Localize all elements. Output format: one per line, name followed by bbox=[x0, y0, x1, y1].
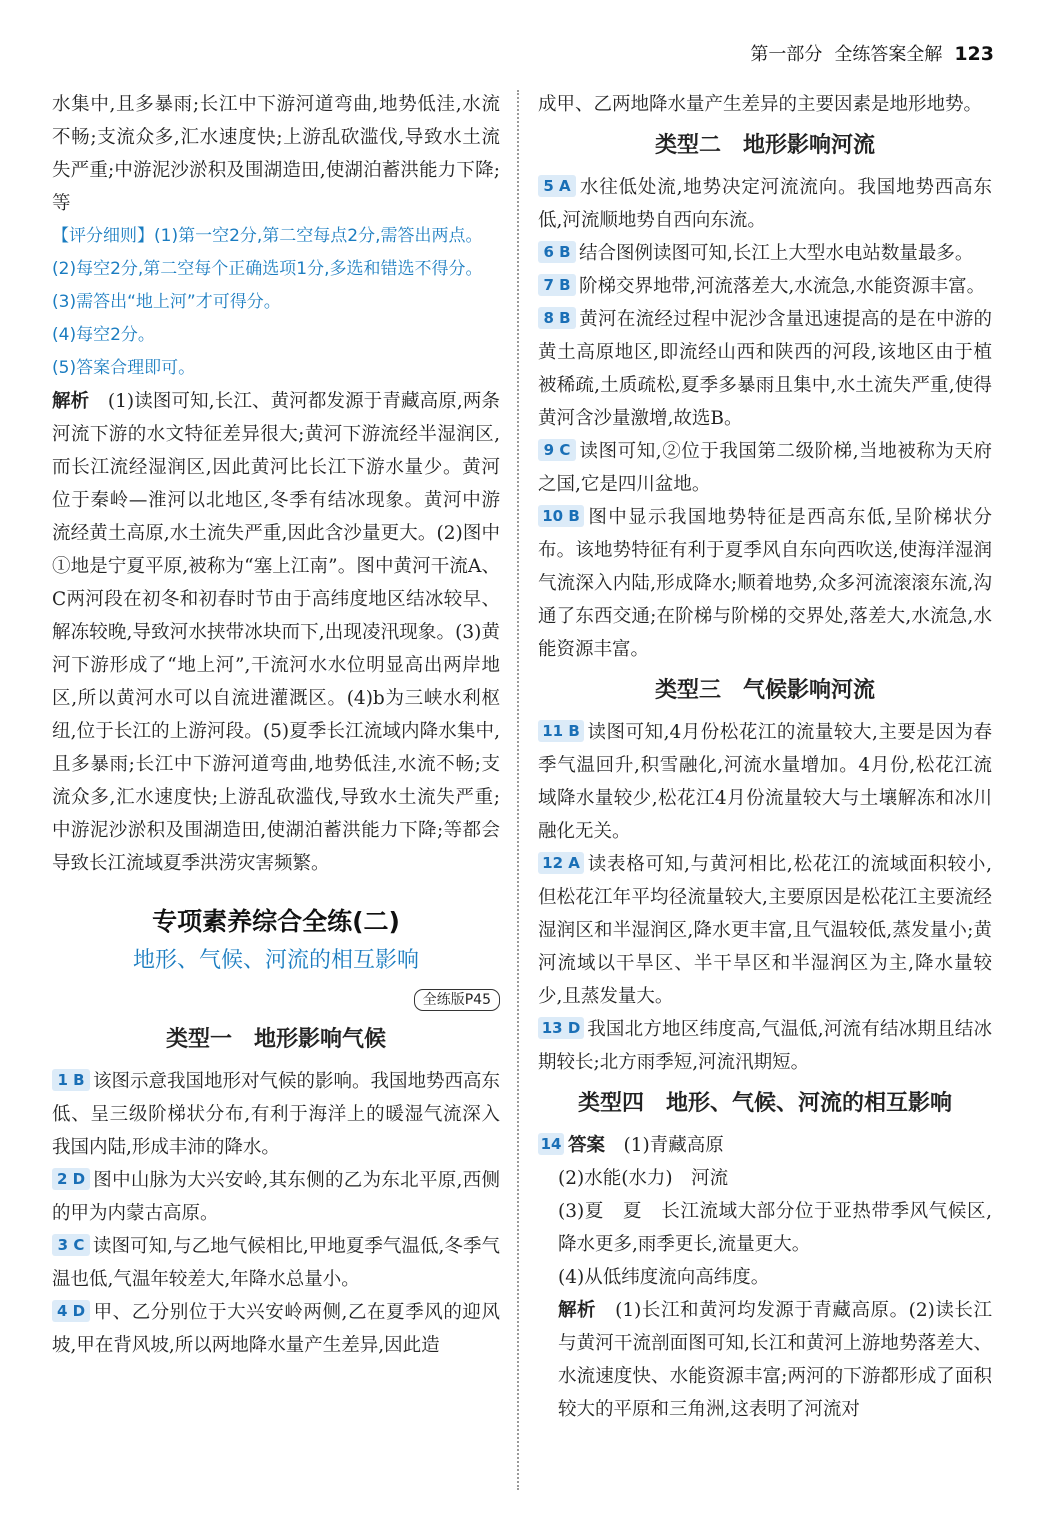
section-subtitle: 地形、气候、河流的相互影响 bbox=[132, 948, 419, 973]
q14-answer-line: 14 答案 (1)青藏高原 bbox=[538, 1129, 992, 1162]
type4-title: 类型四 地形、气候、河流的相互影响 bbox=[577, 1091, 952, 1116]
version-tag: 全练版P45 bbox=[414, 989, 500, 1011]
type2-title: 类型二 地形影响河流 bbox=[654, 133, 875, 158]
continued-text: 成甲、乙两地降水量产生差异的主要因素是地形地势。 bbox=[538, 94, 983, 115]
type1-title: 类型一 地形影响气候 bbox=[165, 1027, 386, 1052]
answer-badge: 11 B bbox=[538, 720, 584, 742]
answer-badge: 9 C bbox=[538, 439, 576, 461]
answer-badge: 8 B bbox=[538, 307, 576, 329]
answer-badge: 10 B bbox=[538, 505, 584, 527]
answer-badge: 3 C bbox=[52, 1234, 90, 1256]
answer-badge: 6 B bbox=[538, 241, 576, 263]
type3-title: 类型三 气候影响河流 bbox=[654, 678, 875, 703]
page-number: 123 bbox=[954, 43, 994, 65]
list-item: 2 D 图中山脉为大兴安岭,其东侧的乙为东北平原,西侧的甲为内蒙古高原。 bbox=[52, 1170, 500, 1224]
scoring-4: (4)每空2分。 bbox=[52, 325, 155, 345]
answer-badge: 7 B bbox=[538, 274, 576, 296]
scoring-5: (5)答案合理即可。 bbox=[52, 358, 196, 378]
column-divider bbox=[517, 90, 519, 1490]
list-item: 4 D 甲、乙分别位于大兴安岭两侧,乙在夏季风的迎风坡,甲在背风坡,所以两地降水量产生差异,因此造 bbox=[52, 1302, 500, 1356]
list-item: 1 B 该图示意我国地形对气候的影响。我国地势西高东低、呈三级阶梯状分布,有利于海洋上的暖湿气流深入我国内陆,形成丰沛的降水。 bbox=[52, 1071, 501, 1158]
scoring-label: 【评分细则】 bbox=[52, 226, 154, 246]
list-item: 3 C 读图可知,与乙地气候相比,甲地夏季气温低,冬季气温也低,气温年较差大,年降水总量小。 bbox=[52, 1236, 500, 1290]
answer-badge: 1 B bbox=[52, 1069, 90, 1091]
scoring-3: (3)需答出“地上河”才可得分。 bbox=[52, 292, 281, 312]
header-section: 第一部分 bbox=[750, 44, 823, 65]
answer-badge: 4 D bbox=[52, 1300, 90, 1322]
left-column bbox=[52, 88, 500, 1362]
list-item: 9 C 读图可知,②位于我国第二级阶梯,当地被称为天府之国,它是四川盆地。 bbox=[538, 441, 992, 495]
continued-text: 水集中,且多暴雨;长江中下游河道弯曲,地势低洼,水流不畅;支流众多,汇水速度快;上游乱砍滥伐,导致水土流失严重;中游泥沙淤积及围湖造田,使湖泊蓄洪能力下降;等 bbox=[52, 94, 500, 214]
list-item: 7 B 阶梯交界地带,河流落差大,水流急,水能资源丰富。 bbox=[538, 270, 992, 303]
q14-answer-3: (3)夏 夏 长江流域大部分位于亚热带季风气候区,降水更多,雨季更长,流量更大。 bbox=[558, 1201, 992, 1255]
question-number: 14 bbox=[538, 1133, 564, 1155]
analysis-label: 解析 bbox=[558, 1300, 597, 1321]
list-item: 5 A 水往低处流,地势决定河流流向。我国地势西高东低,河流顺地势自西向东流。 bbox=[538, 177, 992, 231]
analysis-paragraph: 解析 (1)读图可知,长江、黄河都发源于青藏高原,两条河流下游的水文特征差异很大;黄河下游流经半湿润区,而长江流经湿润区,因此黄河比长江下游水量少。黄河位于秦岭—淮河以北地区,冬季有结冰现象。黄河中游流经黄土高原,水土流失严重,因此含沙量更大。(2)图中①地是宁夏平原,被称为“塞上江南”。图中黄河干流A、C两河段在初冬和初春时节由于高纬度地区结冰较早、解冻较晚,导致河水挟带冰块而下,出现凌汛现象。(3)黄河下游形成了“地上河”,干流河水水位明显高出两岸地区,所以黄河水可以自流进灌溉区。(4)b为三峡水利枢纽,位于长江的上游河段。(5)夏季长江流域内降水集中,且多暴雨;长江中下游河道弯曲,地势低洼,水流不畅;支流众多,汇水速度快;上游乱砍滥伐,导致水土流失严重;中游泥沙淤积及围湖造田,使湖泊蓄洪能力下降;等都会导致长江流域夏季洪涝灾害频繁。 bbox=[52, 391, 500, 874]
list-item: 13 D 我国北方地区纬度高,气温低,河流有结冰期且结冰期较长;北方雨季短,河流汛期短。 bbox=[538, 1019, 992, 1073]
list-item: 12 A 读表格可知,与黄河相比,松花江的流域面积较小,但松花江年平均径流量较大,主要原因是松花江主要流经湿润区和半湿润区,降水更丰富,且气温较低,蒸发量小;黄河流域以干旱区、半干旱区和半湿润区为主,降水量较少,且蒸发量大。 bbox=[538, 854, 992, 1007]
list-item: 11 B 读图可知,4月份松花江的流量较大,主要是因为春季气温回升,积雪融化,河流水量增加。4月份,松花江流域降水量较少,松花江4月份流量较大与土壤解冻和冰川融化无关。 bbox=[538, 722, 992, 842]
right-column bbox=[538, 88, 992, 1426]
answer-badge: 2 D bbox=[52, 1168, 90, 1190]
scoring-1: 【评分细则】(1)第一空2分,第二空每点2分,需答出两点。 bbox=[52, 226, 483, 246]
analysis-label: 解析 bbox=[52, 391, 90, 412]
list-item: 10 B 图中显示我国地势特征是西高东低,呈阶梯状分布。该地势特征有利于夏季风自东向西吹送,使海洋湿润气流深入内陆,形成降水;顺着地势,众多河流滚滚东流,沟通了东西交通;在阶梯与阶梯的交界处,落差大,水流急,水能资源丰富。 bbox=[538, 507, 992, 660]
q14-answer-4: (4)从低纬度流向高纬度。 bbox=[558, 1267, 770, 1288]
answer-badge: 13 D bbox=[538, 1017, 584, 1039]
answer-badge: 12 A bbox=[538, 852, 584, 874]
q14-answer-2: (2)水能(水力) 河流 bbox=[558, 1168, 729, 1189]
list-item: 8 B 黄河在流经过程中泥沙含量迅速提高的是在中游的黄土高原地区,即流经山西和陕西的河段,该地区由于植被稀疏,土质疏松,夏季多暴雨且集中,水土流失严重,使得黄河含沙量激增,故选B。 bbox=[538, 309, 992, 429]
scoring-2: (2)每空2分,第二空每个正确选项1分,多选和错选不得分。 bbox=[52, 259, 483, 279]
section-title: 专项素养综合全练(二) bbox=[152, 907, 400, 936]
answer-label: 答案 bbox=[568, 1135, 606, 1156]
q14-analysis: 解析 (1)长江和黄河均发源于青藏高原。(2)读长江与黄河干流剖面图可知,长江和黄河上游地势落差大、水流速度快、水能资源丰富;两河的下游都形成了面积较大的平原和三角洲,这表明了河流对 bbox=[558, 1300, 992, 1420]
page-header bbox=[750, 40, 994, 66]
answer-badge: 5 A bbox=[538, 175, 576, 197]
list-item: 6 B 结合图例读图可知,长江上大型水电站数量最多。 bbox=[538, 237, 992, 270]
header-book: 全练答案全解 bbox=[834, 44, 943, 65]
